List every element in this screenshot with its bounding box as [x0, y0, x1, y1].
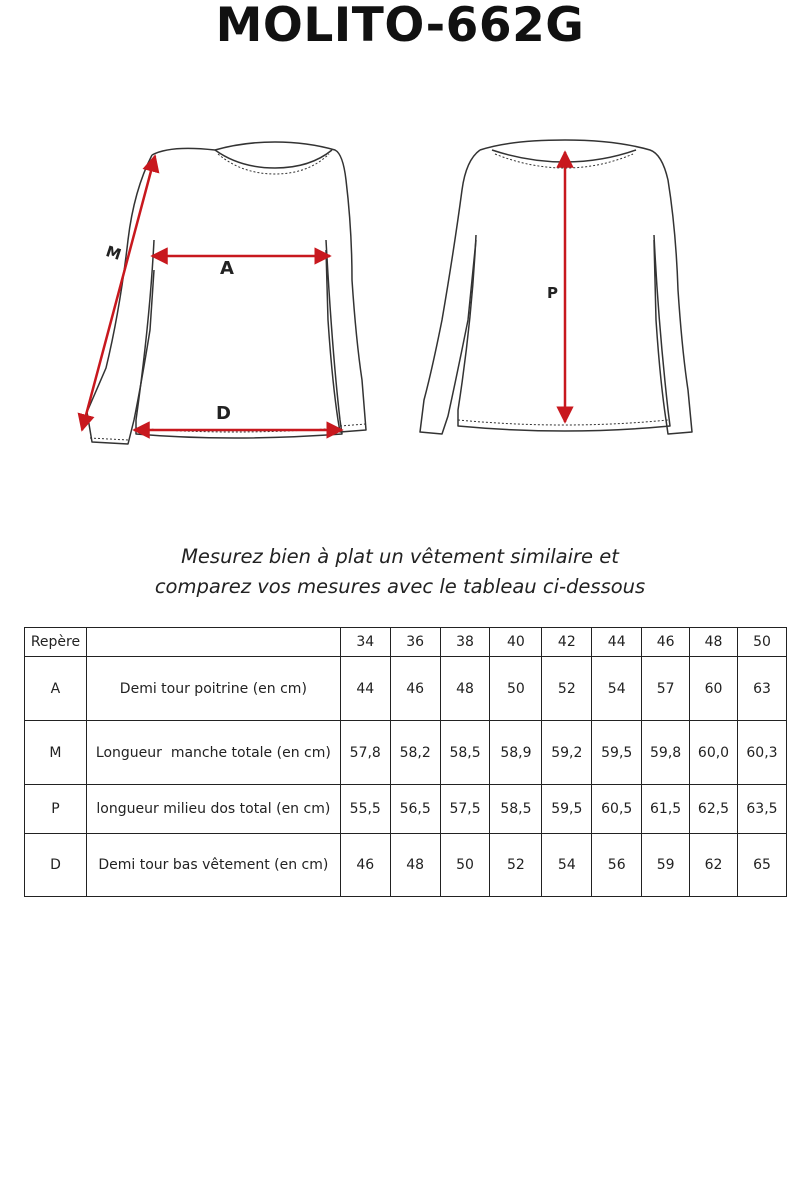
table-cell: 57,8: [340, 721, 390, 785]
table-cell: 59,8: [642, 721, 690, 785]
table-cell: 59: [642, 834, 690, 897]
table-cell: 60,3: [737, 721, 786, 785]
table-cell: 46: [340, 834, 390, 897]
table-cell: 63,5: [737, 785, 786, 834]
header-description: [86, 628, 340, 657]
row-mark: D: [25, 834, 87, 897]
row-mark: A: [25, 657, 87, 721]
table-cell: 58,5: [440, 721, 490, 785]
table-cell: 56,5: [390, 785, 440, 834]
instructions-line-1: Mesurez bien à plat un vêtement similaire et: [181, 545, 619, 568]
table-cell: 59,2: [542, 721, 592, 785]
table-cell: 59,5: [592, 721, 642, 785]
table-cell: 55,5: [340, 785, 390, 834]
measure-label-a: A: [220, 258, 234, 279]
table-cell: 58,2: [390, 721, 440, 785]
header-size: 34: [340, 628, 390, 657]
header-size: 50: [737, 628, 786, 657]
table-cell: 54: [542, 834, 592, 897]
header-size: 36: [390, 628, 440, 657]
measuring-instructions: [0, 542, 800, 602]
table-cell: 48: [440, 657, 490, 721]
table-cell: 50: [440, 834, 490, 897]
table-cell: 57: [642, 657, 690, 721]
table-cell: 50: [490, 657, 542, 721]
table-cell: 54: [592, 657, 642, 721]
table-cell: 63: [737, 657, 786, 721]
table-cell: 57,5: [440, 785, 490, 834]
instructions-line-2: comparez vos mesures avec le tableau ci-dessous: [154, 575, 646, 598]
header-size: 38: [440, 628, 490, 657]
table-cell: 60: [690, 657, 738, 721]
table-cell: 58,5: [490, 785, 542, 834]
product-title: MOLITO-662G: [215, 0, 585, 53]
row-description: Demi tour bas vêtement (en cm): [86, 834, 340, 897]
row-description: longueur milieu dos total (en cm): [86, 785, 340, 834]
header-size: 46: [642, 628, 690, 657]
row-description: Longueur manche totale (en cm): [86, 721, 340, 785]
measure-arrow-m: [82, 156, 155, 430]
row-description: Demi tour poitrine (en cm): [86, 657, 340, 721]
table-row-m: [25, 721, 787, 785]
header-size: 48: [690, 628, 738, 657]
measure-label-d: D: [216, 403, 231, 424]
table-cell: 60,0: [690, 721, 738, 785]
table-cell: 59,5: [542, 785, 592, 834]
table-row-a: [25, 657, 787, 721]
header-size: 42: [542, 628, 592, 657]
header-size: 40: [490, 628, 542, 657]
table-cell: 61,5: [642, 785, 690, 834]
table-cell: 48: [390, 834, 440, 897]
size-chart-table: [24, 627, 787, 897]
table-cell: 46: [390, 657, 440, 721]
garment-sketch: [70, 120, 740, 465]
table-cell: 65: [737, 834, 786, 897]
table-cell: 52: [542, 657, 592, 721]
table-cell: 62,5: [690, 785, 738, 834]
table-cell: 58,9: [490, 721, 542, 785]
table-header-row: [25, 628, 787, 657]
row-mark: M: [25, 721, 87, 785]
front-view: [87, 142, 366, 444]
table-row-p: [25, 785, 787, 834]
row-mark: P: [25, 785, 87, 834]
header-repere: Repère: [25, 628, 87, 657]
table-row-d: [25, 834, 787, 897]
garment-diagram: [70, 120, 740, 465]
table-cell: 56: [592, 834, 642, 897]
measure-label-m: M: [103, 242, 124, 264]
header-size: 44: [592, 628, 642, 657]
table-cell: 44: [340, 657, 390, 721]
table-cell: 60,5: [592, 785, 642, 834]
table-cell: 52: [490, 834, 542, 897]
table-cell: 62: [690, 834, 738, 897]
measure-label-p: P: [547, 284, 558, 302]
